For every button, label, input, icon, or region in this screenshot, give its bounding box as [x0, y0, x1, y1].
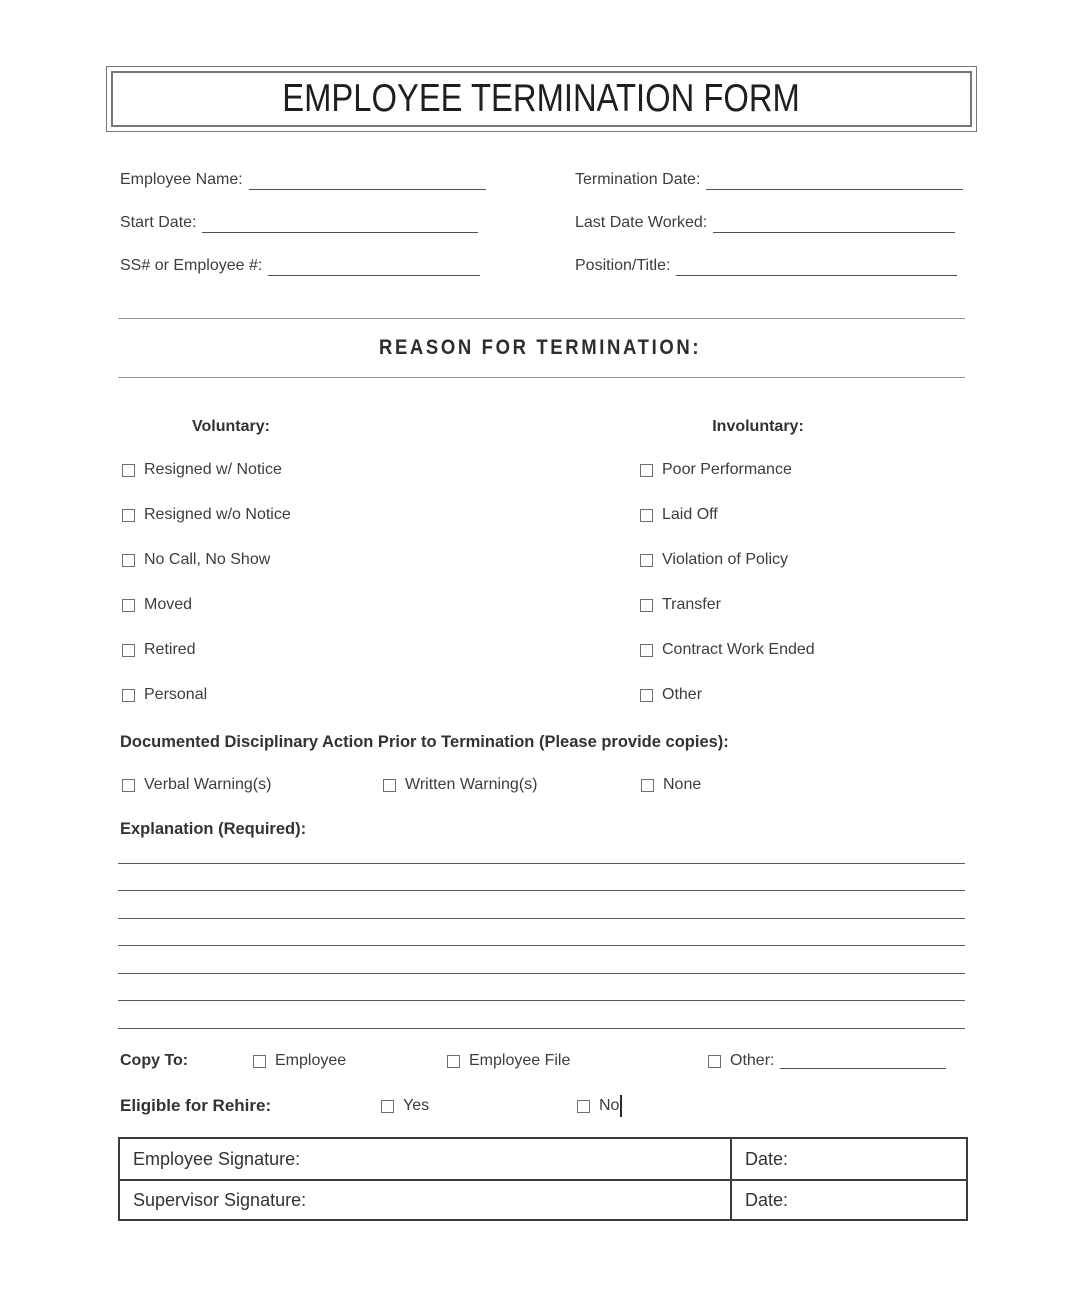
involuntary-column-header: Involuntary:: [712, 418, 804, 435]
employee-name-label: Employee Name:: [120, 171, 243, 188]
checkbox-option-transfer[interactable]: [640, 595, 815, 615]
checkbox-option-resigned-w-notice[interactable]: [122, 460, 291, 480]
termination-date-input-line[interactable]: [706, 172, 963, 190]
involuntary-options: [640, 460, 815, 730]
poor-performance-label: Poor Performance: [662, 461, 792, 478]
rehire-yes-label: Yes: [403, 1097, 430, 1114]
position-title-label: Position/Title:: [575, 257, 671, 274]
explanation-line[interactable]: [118, 863, 965, 864]
contract-work-ended-label: Contract Work Ended: [662, 641, 815, 658]
no-call-no-show-label: No Call, No Show: [144, 551, 271, 568]
field-position-title: [575, 256, 957, 276]
field-last-date-worked: [575, 213, 955, 233]
other-reason-checkbox[interactable]: [640, 689, 653, 702]
start-date-input-line[interactable]: [202, 215, 478, 233]
violation-of-policy-checkbox[interactable]: [640, 554, 653, 567]
employee-signature-label: Employee Signature:: [133, 1148, 301, 1169]
employee-signature-cell[interactable]: [120, 1139, 732, 1179]
moved-checkbox[interactable]: [122, 599, 135, 612]
explanation-line[interactable]: [118, 1028, 965, 1029]
start-date-label: Start Date:: [120, 214, 197, 231]
supervisor-signature-date-label: Date:: [745, 1189, 789, 1210]
explanation-line[interactable]: [118, 918, 965, 919]
explanation-line[interactable]: [118, 890, 965, 891]
copy-employee-checkbox[interactable]: [253, 1055, 266, 1068]
verbal-warning-label: Verbal Warning(s): [144, 776, 272, 793]
field-ss-or-employee-number: [120, 256, 480, 276]
employee-signature-date-label: Date:: [745, 1148, 789, 1169]
voluntary-options: [122, 460, 291, 730]
checkbox-option-contract-work-ended[interactable]: [640, 640, 815, 660]
signature-table: [118, 1137, 968, 1221]
checkbox-option-copy-employee[interactable]: [253, 1050, 346, 1072]
checkbox-option-copy-employee-file[interactable]: [447, 1050, 570, 1072]
no-call-no-show-checkbox[interactable]: [122, 554, 135, 567]
checkbox-option-personal[interactable]: [122, 685, 291, 705]
explanation-line[interactable]: [118, 973, 965, 974]
written-warning-checkbox[interactable]: [383, 779, 396, 792]
disciplinary-header: Documented Disciplinary Action Prior to Termination (Please provide copies):: [120, 732, 729, 751]
resigned-w-notice-label: Resigned w/ Notice: [144, 461, 282, 478]
copy-other-label: Other:: [730, 1052, 775, 1069]
checkbox-option-retired[interactable]: [122, 640, 291, 660]
verbal-warning-checkbox[interactable]: [122, 779, 135, 792]
checkbox-option-written-warning[interactable]: [383, 774, 537, 796]
retired-checkbox[interactable]: [122, 644, 135, 657]
reason-section-header: REASON FOR TERMINATION:: [378, 336, 702, 359]
ss-or-employee-number-input-line[interactable]: [268, 258, 480, 276]
copy-to-label: Copy To:: [120, 1052, 189, 1069]
explanation-line[interactable]: [118, 1000, 965, 1001]
checkbox-option-verbal-warning[interactable]: [122, 774, 271, 796]
checkbox-option-violation-of-policy[interactable]: [640, 550, 815, 570]
checkbox-option-moved[interactable]: [122, 595, 291, 615]
copy-other-checkbox[interactable]: [708, 1055, 721, 1068]
explanation-label: Explanation (Required):: [120, 819, 307, 838]
voluntary-column-header: Voluntary:: [192, 418, 270, 435]
none-checkbox[interactable]: [641, 779, 654, 792]
last-date-worked-input-line[interactable]: [713, 215, 955, 233]
none-label: None: [663, 776, 702, 793]
copy-employee-file-checkbox[interactable]: [447, 1055, 460, 1068]
supervisor-signature-cell[interactable]: [120, 1181, 732, 1219]
field-employee-name: [120, 170, 486, 190]
rehire-no-checkbox[interactable]: [577, 1100, 590, 1113]
checkbox-option-poor-performance[interactable]: [640, 460, 815, 480]
supervisor-signature-label: Supervisor Signature:: [133, 1189, 307, 1210]
checkbox-option-laid-off[interactable]: [640, 505, 815, 525]
rehire-no-label: No: [599, 1097, 620, 1114]
moved-label: Moved: [144, 596, 193, 613]
other-reason-label: Other: [662, 686, 703, 703]
explanation-line[interactable]: [118, 945, 965, 946]
rehire-yes-checkbox[interactable]: [381, 1100, 394, 1113]
contract-work-ended-checkbox[interactable]: [640, 644, 653, 657]
retired-label: Retired: [144, 641, 196, 658]
resigned-wo-notice-checkbox[interactable]: [122, 509, 135, 522]
employee-name-input-line[interactable]: [249, 172, 486, 190]
ss-or-employee-number-label: SS# or Employee #:: [120, 257, 263, 274]
last-date-worked-label: Last Date Worked:: [575, 214, 708, 231]
checkbox-option-copy-other[interactable]: [708, 1050, 946, 1072]
section-divider-bottom: [118, 377, 965, 378]
copy-employee-file-label: Employee File: [469, 1052, 571, 1069]
field-termination-date: [575, 170, 963, 190]
form-title-box: [106, 66, 977, 132]
position-title-input-line[interactable]: [676, 258, 957, 276]
checkbox-option-rehire-yes[interactable]: [381, 1095, 429, 1117]
supervisor-signature-date-cell[interactable]: [732, 1181, 966, 1219]
field-start-date: [120, 213, 478, 233]
checkbox-option-no-call-no-show[interactable]: [122, 550, 291, 570]
violation-of-policy-label: Violation of Policy: [662, 551, 788, 568]
copy-employee-label: Employee: [275, 1052, 347, 1069]
poor-performance-checkbox[interactable]: [640, 464, 653, 477]
resigned-w-notice-checkbox[interactable]: [122, 464, 135, 477]
transfer-checkbox[interactable]: [640, 599, 653, 612]
written-warning-label: Written Warning(s): [405, 776, 538, 793]
laid-off-label: Laid Off: [662, 506, 718, 523]
personal-checkbox[interactable]: [122, 689, 135, 702]
page-title: EMPLOYEE TERMINATION FORM: [282, 77, 801, 120]
checkbox-option-resigned-wo-notice[interactable]: [122, 505, 291, 525]
termination-date-label: Termination Date:: [575, 171, 701, 188]
table-row: [120, 1179, 966, 1219]
checkbox-option-other-reason[interactable]: [640, 685, 815, 705]
checkbox-option-rehire-no[interactable]: [577, 1095, 622, 1117]
laid-off-checkbox[interactable]: [640, 509, 653, 522]
copy-other-input-line[interactable]: [780, 1053, 946, 1069]
rehire-label: Eligible for Rehire:: [120, 1096, 272, 1115]
table-row: [120, 1139, 966, 1179]
section-divider-top: [118, 318, 965, 319]
transfer-label: Transfer: [662, 596, 721, 613]
personal-label: Personal: [144, 686, 208, 703]
form-title-inner-border: [111, 71, 972, 127]
checkbox-option-none[interactable]: [641, 774, 701, 796]
employee-signature-date-cell[interactable]: [732, 1139, 966, 1179]
resigned-wo-notice-label: Resigned w/o Notice: [144, 506, 291, 523]
text-cursor: [620, 1095, 622, 1117]
